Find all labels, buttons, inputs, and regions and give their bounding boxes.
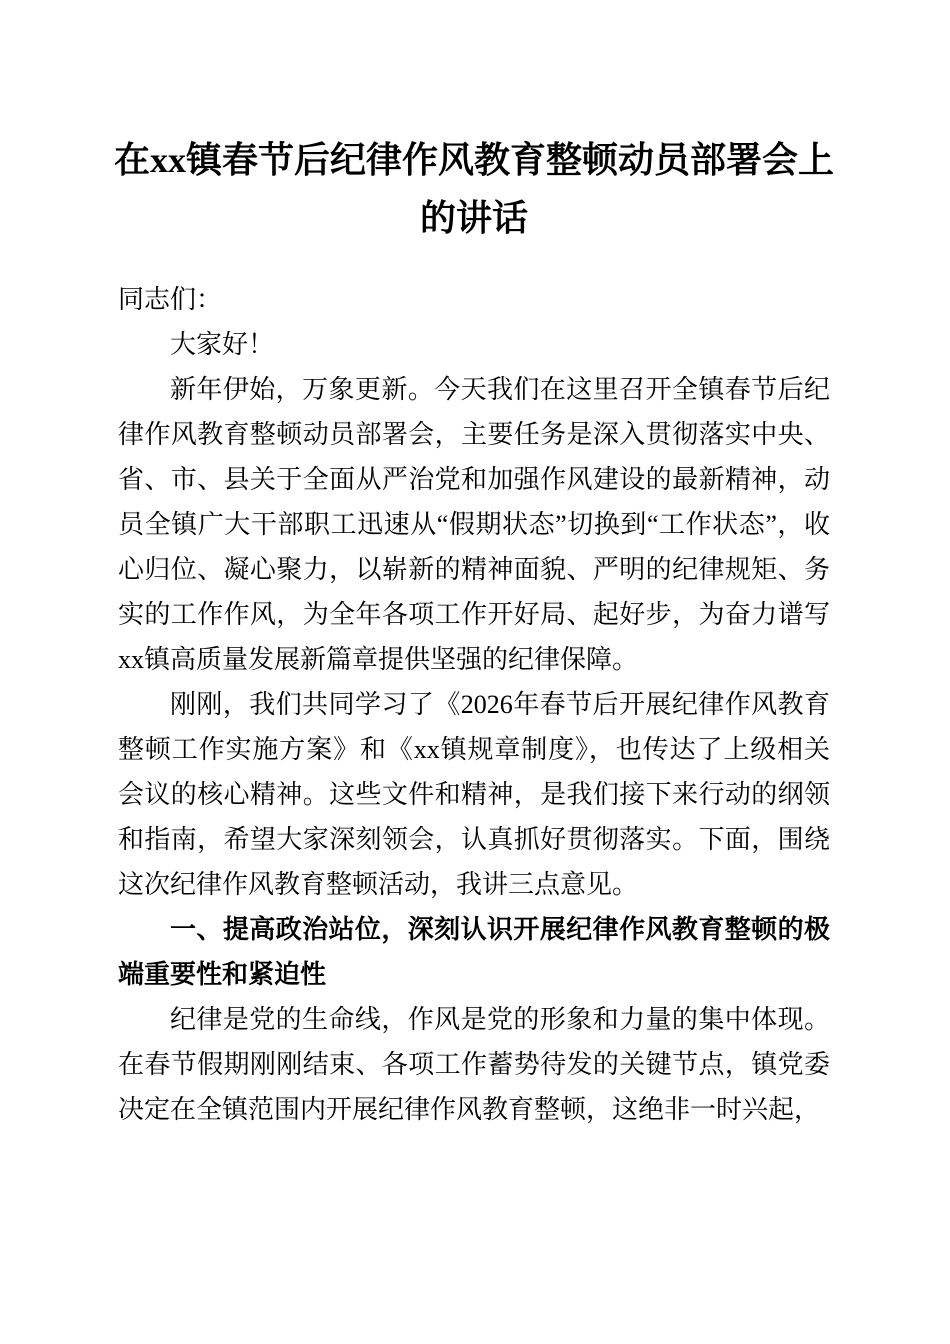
document-body xyxy=(118,277,830,1132)
document-title: 在xx镇春节后纪律作风教育整顿动员部署会上的讲话 xyxy=(113,140,834,238)
paragraph-greeting: 大家好！ xyxy=(170,330,275,359)
paragraph-documents-studied: 刚刚，我们共同学习了《2026年春节后开展纪律作风教育整顿工作实施方案》和《xx镇规章制度》，也传达了上级相关会议的核心精神。这些文件和精神，是我们接下来行动的纲领和指南，希望大家深刻领会，认真抓好贯彻落实。下面，围绕这次纪律作风教育整顿活动，我讲三点意见。 xyxy=(118,690,830,899)
paragraph-opening: 新年伊始，万象更新。今天我们在这里召开全镇春节后纪律作风教育整顿动员部署会，主要任务是深入贯彻落实中央、省、市、县关于全面从严治党和加强作风建设的最新精神，动员全镇广大干部职工迅速从“假期状态”切换到“工作状态”，收心归位、凝心聚力，以崭新的精神面貌、严明的纪律规矩、务实的工作作风，为全年各项工作开好局、起好步，为奋力谱写xx镇高质量发展新篇章提供坚强的纪律保障。 xyxy=(118,375,830,674)
paragraph-discipline-importance: 纪律是党的生命线，作风是党的形象和力量的集中体现。在春节假期刚刚结束、各项工作蓄势待发的关键节点，镇党委决定在全镇范围内开展纪律作风教育整顿，这绝非一时兴起， xyxy=(118,1005,830,1124)
section-heading-1: 一、提高政治站位，深刻认识开展纪律作风教育整顿的极端重要性和紧迫性 xyxy=(118,914,830,989)
paragraph-salutation: 同志们： xyxy=(118,285,223,314)
